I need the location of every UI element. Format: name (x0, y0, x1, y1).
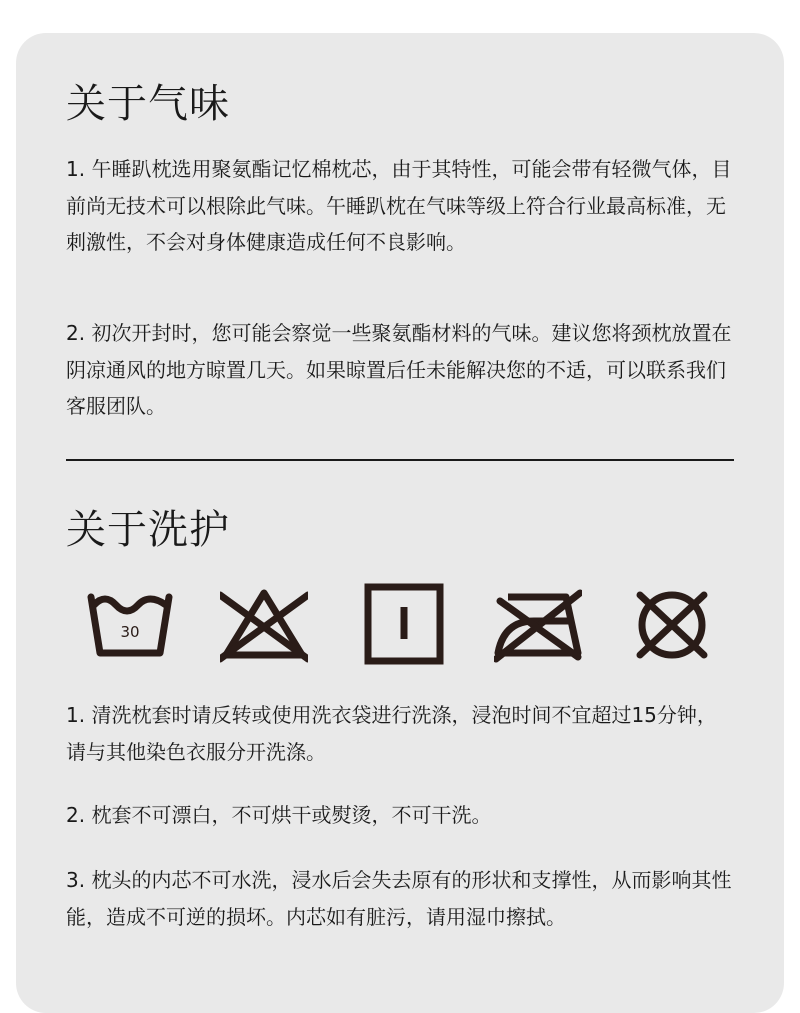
care-paragraph-1: 1. 清洗枕套时请反转或使用洗衣袋进行洗涤，浸泡时间不宜超过15分钟，请与其他染色衣服分开洗涤。 (66, 703, 717, 764)
wash-30-icon (86, 583, 174, 667)
do-not-bleach-icon (220, 583, 308, 667)
section-divider (66, 459, 734, 461)
odor-paragraph-1: 1. 午睡趴枕选用聚氨酯记忆棉枕芯，由于其特性，可能会带有轻微气体，目前尚无技术可以根除此气味。午睡趴枕在气味等级上符合行业最高标准，无刺激性，不会对身体健康造成任何不良影响。 (66, 157, 732, 254)
wash-temperature-label: 30 (120, 623, 140, 641)
do-not-dry-clean-icon (628, 583, 716, 667)
do-not-iron-icon (494, 583, 582, 667)
odor-paragraph-2: 2. 初次开封时，您可能会察觉一些聚氨酯材料的气味。建议您将颈枕放置在阴凉通风的地方晾置几天。如果晾置后任未能解决您的不适，可以联系我们客服团队。 (66, 321, 732, 418)
care-paragraph-3: 3. 枕头的内芯不可水洗，浸水后会失去原有的形状和支撑性，从而影响其性能，造成不可逆的损坏。内芯如有脏污，请用湿巾擦拭。 (66, 868, 732, 929)
tumble-dry-icon (360, 583, 448, 667)
care-section-title: 关于洗护 (66, 507, 230, 553)
care-paragraph-2: 2. 枕套不可漂白，不可烘干或熨烫，不可干洗。 (66, 803, 492, 827)
odor-section-title: 关于气味 (66, 81, 230, 127)
